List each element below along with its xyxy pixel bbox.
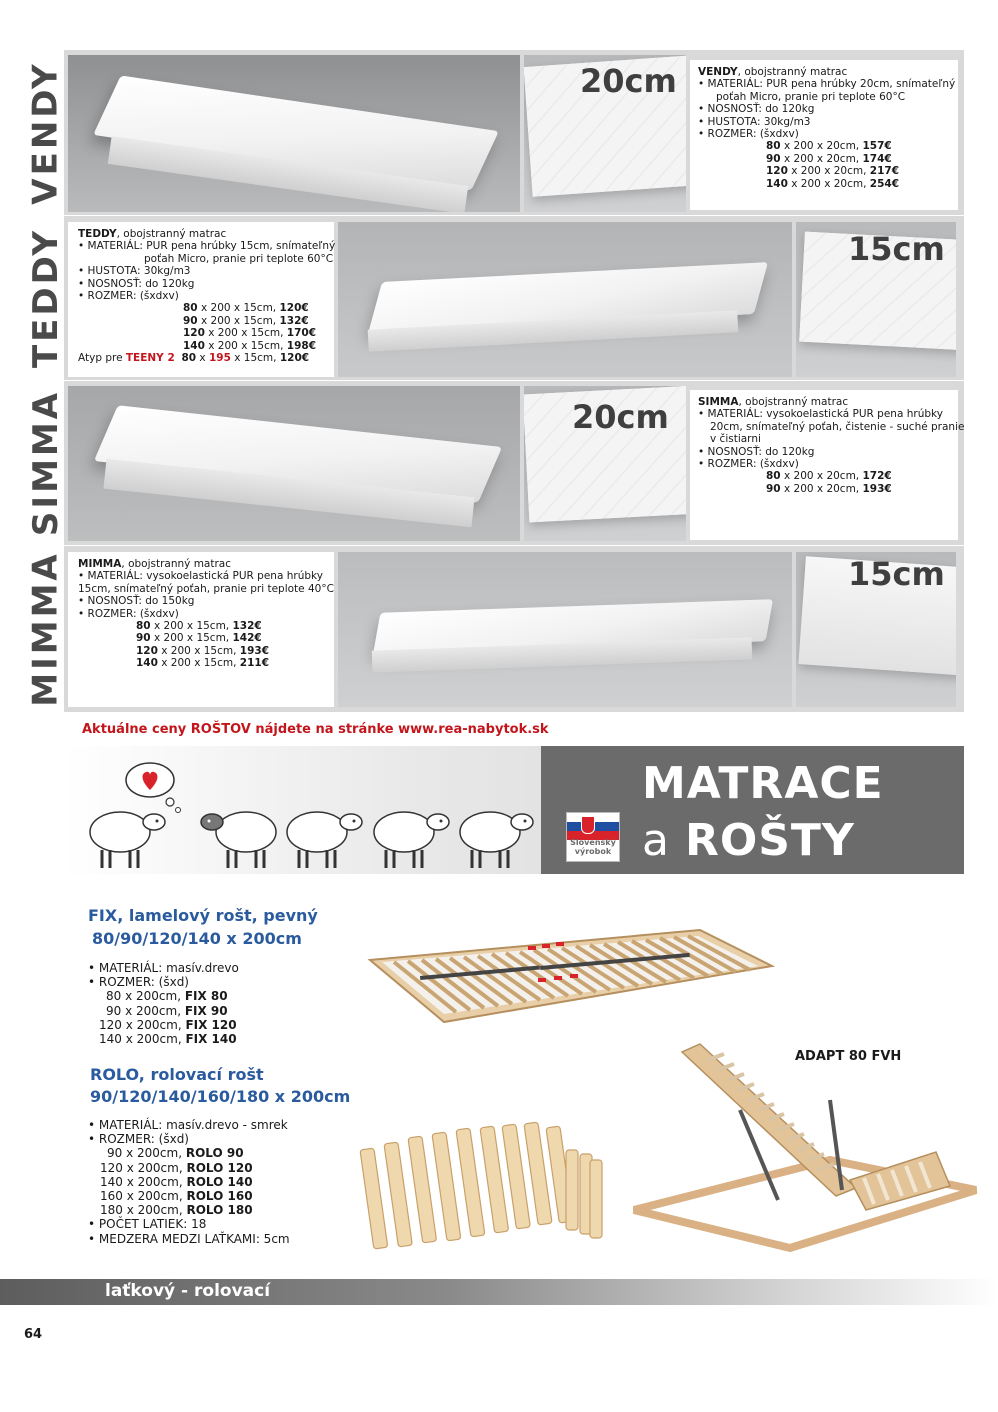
fix-spec-list: • MATERIÁL: masív.drevo • ROZMER: (šxd) 80 x 200cm, FIX 80 90 x 200cm, FIX 90 120 x 200cm, FIX 120 140 x 200cm, FIX 140 [88, 961, 239, 1047]
mimma-vertical-title: MIMMA [26, 551, 66, 707]
banner-title-sub: a ROŠTY [642, 815, 855, 866]
simma-thickness: 20cm [572, 398, 669, 436]
adapt-frame-image [620, 1040, 980, 1260]
teddy-description: TEDDY, obojstranný matrac • MATERIÁL: PUR pena hrúbky 15cm, snímateľný poťah Micro, pranie pri teplote 60°C • HUSTOTA: 30kg/m3 • NOSNOSŤ: do 120kg • ROZMER: (šxdxv) 80 x 200 x 15cm, 120€ 90 x 200 x 15cm, 132€ 120 x 200 x 15cm, 170€ 140 x 200 x 15cm, 198€ Atyp pre TEENY 2 80 x 195 x 15cm, 120€ [68, 222, 334, 377]
slovak-product-label: Slovenský výrobok [570, 838, 616, 856]
simma-photo [68, 386, 520, 541]
teddy-vertical-title: TEDDY [26, 227, 67, 369]
mimma-description: MIMMA, obojstranný matrac • MATERIÁL: vysokoelastická PUR pena hrúbky 15cm, snímateľný poťah, pranie pri teplote 40°C • NOSNOSŤ: do 150kg • ROZMER: (šxdxv) 80 x 200 x 15cm, 132€ 90 x 200 x 15cm, 142€ 120 x 200 x 15cm, 193€ 140 x 200 x 15cm, 211€ [68, 552, 334, 707]
banner-title-main: MATRACE [642, 758, 884, 809]
fix-slatted-frame-image [360, 910, 780, 1030]
adapt-label: ADAPT 80 FVH [795, 1049, 902, 1064]
rolo-title: ROLO, rolovací rošt [90, 1065, 264, 1084]
sheep-illustration [80, 756, 540, 872]
vendy-vertical-title: VENDY [26, 60, 66, 205]
slovak-coat-of-arms-icon [581, 816, 595, 834]
promo-link-text[interactable]: Aktuálne ceny ROŠTOV nájdete na stránke www.rea-nabytok.sk [82, 722, 549, 737]
bottom-banner-text: laťkový - rolovací [105, 1281, 271, 1301]
page-number: 64 [24, 1327, 43, 1342]
vendy-description: VENDY, obojstranný matrac • MATERIÁL: PUR pena hrúbky 20cm, snímateľný poťah Micro, pranie pri teplote 60°C • NOSNOSŤ: do 120kg • HUSTOTA: 30kg/m3 • ROZMER: (šxdxv) 80 x 200 x 20cm, 157€ 90 x 200 x 20cm, 174€ 120 x 200 x 20cm, 217€ 140 x 200 x 20cm, 254€ [690, 60, 958, 210]
teddy-thickness: 15cm [848, 230, 945, 268]
fix-sizes-title: 80/90/120/140 x 200cm [92, 929, 302, 948]
rolo-sizes-title: 90/120/140/160/180 x 200cm [90, 1087, 351, 1106]
simma-vertical-title: SIMMA [26, 389, 66, 537]
rolo-rolled-frame-image [340, 1120, 610, 1260]
mimma-thickness: 15cm [848, 555, 945, 593]
teddy-photo [338, 222, 792, 377]
fix-title: FIX, lamelový rošt, pevný [88, 906, 318, 925]
simma-description: SIMMA, obojstranný matrac • MATERIÁL: vysokoelastická PUR pena hrúbky 20cm, snímateľný poťah, čistenie - suché pranie v čistiarni • NOSNOSŤ: do 120kg • ROZMER: (šxdxv) 80 x 200 x 20cm, 172€ 90 x 200 x 20cm, 193€ [690, 390, 958, 540]
vendy-thickness: 20cm [580, 62, 677, 100]
mimma-photo [338, 552, 792, 707]
vendy-photo [68, 55, 520, 212]
rolo-spec-list: • MATERIÁL: masív.drevo - smrek • ROZMER: (šxd) 90 x 200cm, ROLO 90 120 x 200cm, ROLO 120 140 x 200cm, ROLO 140 160 x 200cm, ROLO 160 180 x 200cm, ROLO 180 • POČET LATIEK: 18 • MEDZERA MEDZI LAŤKAMI: 5cm [88, 1118, 290, 1246]
